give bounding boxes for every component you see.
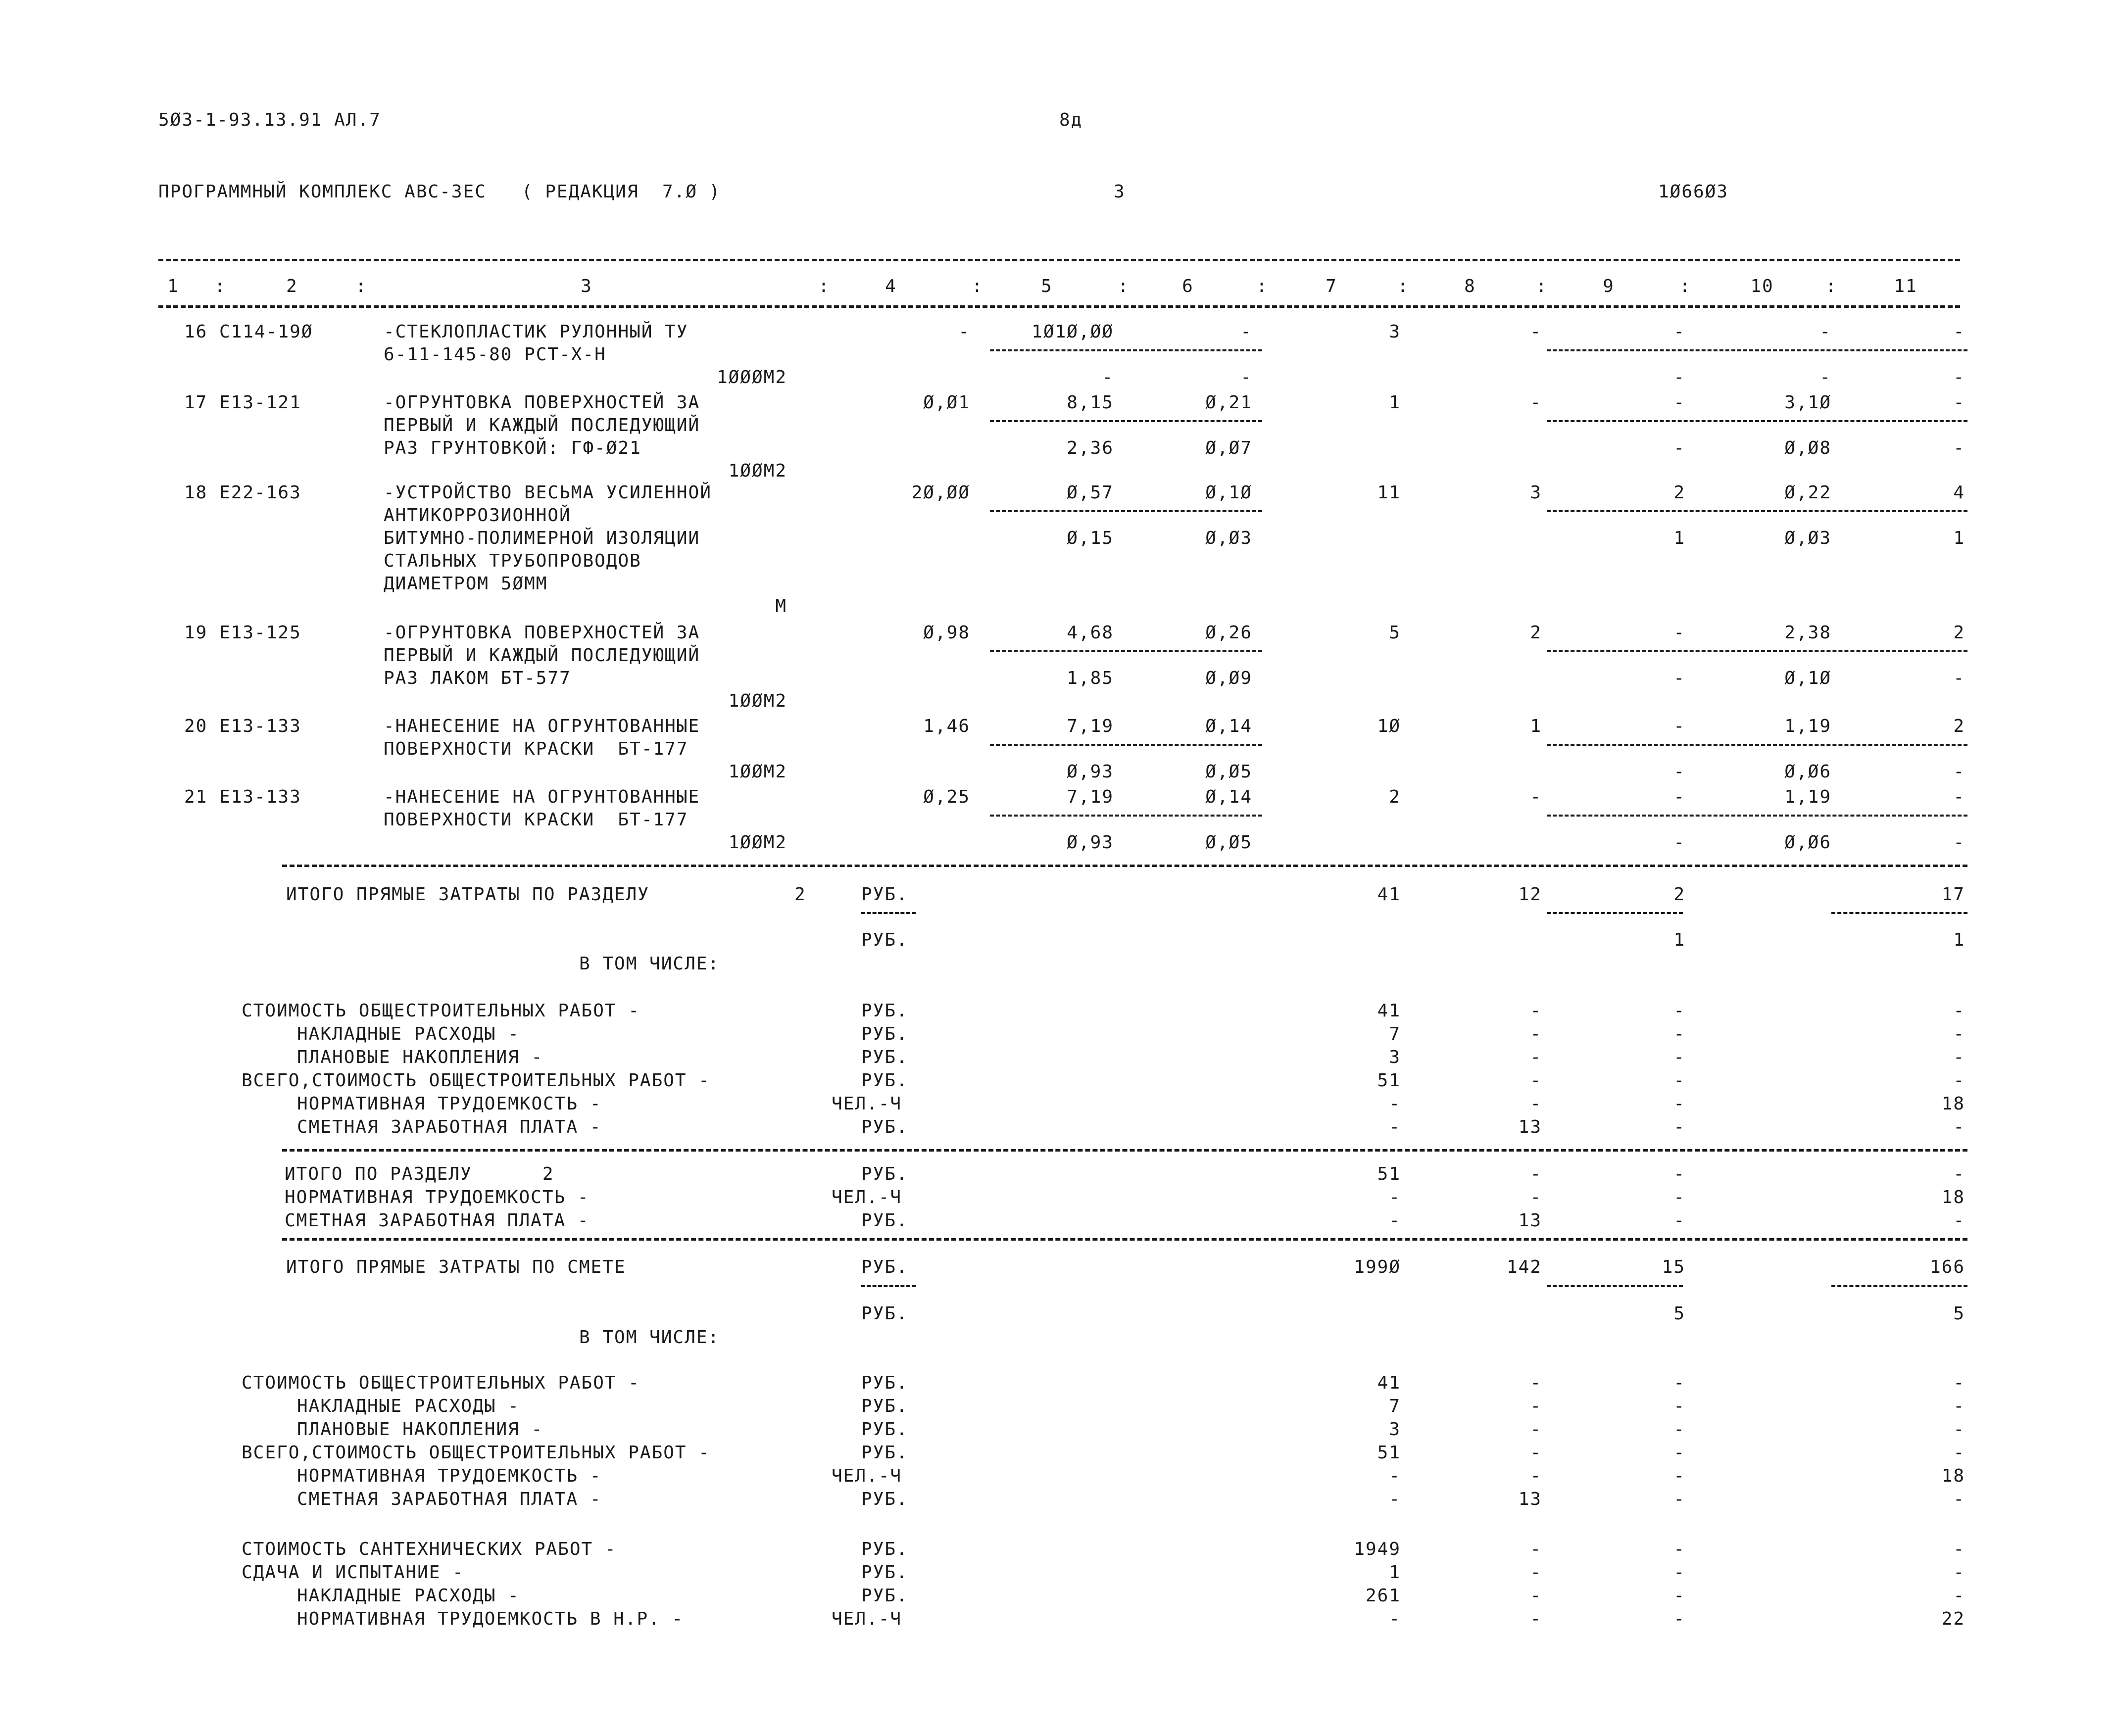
item-unit-labor-wage: Ø,Ø3 [1205,528,1252,548]
estimate-breakdown-label: СМЕТНАЯ ЗАРАБОТНАЯ ПЛАТА - [297,1489,602,1509]
estimate-breakdown-machines: - [1673,1562,1685,1583]
estimate-total-wages: 142 [1506,1257,1542,1277]
item-labor-norm: 3,1Ø [1784,392,1831,413]
item-labor-norm-wage: Ø,Ø6 [1784,832,1831,853]
section-total-number: 2 [794,884,806,905]
estimate-breakdown-label: НОРМАТИВНАЯ ТРУДОЕМКОСТЬ В Н.Р. - [297,1609,684,1629]
estimate-breakdown-wages: - [1530,1373,1542,1393]
item-quantity: Ø,98 [923,623,970,643]
column-header-8: 8 [1464,276,1476,296]
item-unit-cost: Ø,57 [1067,482,1114,503]
item-total: 11 [1377,482,1401,503]
item-labor-norm-wage: Ø,Ø3 [1784,528,1831,548]
section-breakdown-labor: - [1953,1047,1965,1067]
item-unit-cost: 7,19 [1067,787,1114,807]
item-machines: - [1673,787,1685,807]
item-labor-norm: 1,19 [1784,787,1831,807]
section-breakdown-machines: - [1673,1024,1685,1044]
item-name-line: СТАЛЬНЫХ ТРУБОПРОВОДОВ [384,551,641,571]
item-unit-cost-wage: Ø,15 [1067,528,1114,548]
section-total-value: 41 [1377,884,1401,905]
estimate-breakdown-label: ПЛАНОВЫЕ НАКОПЛЕНИЯ - [297,1419,543,1440]
estimate-in-total-label: В ТОМ ЧИСЛЕ: [579,1327,720,1348]
section-summary-unit: РУБ. [861,1164,908,1184]
section-breakdown-machines: - [1673,1001,1685,1021]
item-machines: - [1673,392,1685,413]
item-unit-cost-wage: - [1102,367,1114,387]
item-machines-wage: - [1673,668,1685,688]
section-summary-unit: ЧЕЛ.-Ч [832,1187,902,1207]
section-breakdown-labor: - [1953,1070,1965,1091]
item-labor-total-wage: 1 [1953,528,1965,548]
item-unit-labor-wage: Ø,Ø7 [1205,438,1252,458]
estimate-breakdown-labor: - [1953,1373,1965,1393]
section-summary-labor: 18 [1941,1187,1965,1207]
estimate-breakdown-labor: 22 [1941,1609,1965,1629]
column-header-1: 1 [167,276,179,296]
item-machines-wage: - [1673,762,1685,782]
item-code: 18 Е22-163 [184,482,301,503]
item-code: 21 Е13-133 [184,787,301,807]
estimate-breakdown-label: ВСЕГО,СТОИМОСТЬ ОБЩЕСТРОИТЕЛЬНЫХ РАБОТ - [242,1443,710,1463]
item-sub-rule [1547,650,1967,652]
item-unit-labor: Ø,26 [1205,623,1252,643]
item-name-line: -НАНЕСЕНИЕ НА ОГРУНТОВАННЫЕ [384,716,700,736]
doc-code: 5Ø3-1-93.13.91 АЛ.7 [158,110,381,130]
section-breakdown-machines: - [1673,1047,1685,1067]
item-labor-total: - [1953,392,1965,413]
item-unit-labor: - [1240,322,1252,342]
item-unit-labor: Ø,14 [1205,787,1252,807]
item-wages: 3 [1530,482,1542,503]
item-unit-cost-wage: Ø,93 [1067,832,1114,853]
item-unit-labor: Ø,21 [1205,392,1252,413]
item-name-line: ПЕРВЫЙ И КАЖДЫЙ ПОСЛЕДУЮЩИЙ [384,415,700,435]
column-header-4: 4 [885,276,897,296]
estimate-breakdown-value: 1949 [1354,1539,1401,1559]
section-in-total-label: В ТОМ ЧИСЛЕ: [579,954,720,974]
estimate-breakdown-wages: - [1530,1466,1542,1486]
section-breakdown-labor: - [1953,1024,1965,1044]
section-breakdown-labor: - [1953,1117,1965,1137]
column-header-7: 7 [1326,276,1337,296]
item-unit-cost-wage: Ø,93 [1067,762,1114,782]
section-breakdown-value: 51 [1377,1070,1401,1091]
section-breakdown-wages: - [1530,1001,1542,1021]
column-separator: : [1256,276,1268,296]
estimate-breakdown-unit: РУБ. [861,1562,908,1583]
item-wages: - [1530,787,1542,807]
estimate-breakdown-labor: 18 [1941,1466,1965,1486]
column-separator: : [1679,276,1691,296]
item-name-line: РАЗ ЛАКОМ БТ-577 [384,668,571,688]
item-unit-labor-wage: - [1240,367,1252,387]
section-summary-label: ИТОГО ПО РАЗДЕЛУ 2 [285,1164,554,1184]
estimate-breakdown-value: - [1389,1466,1401,1486]
item-sub-rule [990,349,1262,351]
column-separator: : [214,276,226,296]
estimate-breakdown-label: СТОИМОСТЬ САНТЕХНИЧЕСКИХ РАБОТ - [242,1539,617,1559]
section-breakdown-unit: РУБ. [861,1001,908,1021]
estimate-total-unit2: РУБ. [861,1303,908,1324]
item-name-line: 6-11-145-80 РСТ-Х-Н [384,344,606,365]
estimate-breakdown-unit: РУБ. [861,1419,908,1440]
section-breakdown-label: СТОИМОСТЬ ОБЩЕСТРОИТЕЛЬНЫХ РАБОТ - [242,1001,640,1021]
estimate-breakdown-machines: - [1673,1539,1685,1559]
item-machines: - [1673,623,1685,643]
column-separator: : [1397,276,1409,296]
estimate-breakdown-labor: - [1953,1539,1965,1559]
item-unit: 1ØØМ2 [728,762,787,782]
item-code: 19 Е13-125 [184,623,301,643]
estimate-breakdown-unit: РУБ. [861,1586,908,1606]
item-labor-total: 4 [1953,482,1965,503]
item-name-line: -ОГРУНТОВКА ПОВЕРХНОСТЕЙ ЗА [384,392,700,413]
estimate-total-machines: 15 [1662,1257,1685,1277]
sub-rule [1547,1285,1683,1287]
estimate-breakdown-unit: ЧЕЛ.-Ч [832,1466,902,1486]
item-machines: - [1673,716,1685,736]
section-total-label: ИТОГО ПРЯМЫЕ ЗАТРАТЫ ПО РАЗДЕЛУ [286,884,649,905]
item-labor-total: 2 [1953,623,1965,643]
item-sub-rule [990,650,1262,652]
unit-sub-rule [861,912,916,914]
item-labor-total-wage: - [1953,832,1965,853]
estimate-breakdown-label: СДАЧА И ИСПЫТАНИЕ - [242,1562,464,1583]
item-name-line: РАЗ ГРУНТОВКОЙ: ГФ-Ø21 [384,438,641,458]
section-summary-rule [282,1149,1967,1152]
item-name-line: ПОВЕРХНОСТИ КРАСКИ БТ-177 [384,810,688,830]
section-summary-value: - [1389,1187,1401,1207]
estimate-total-labor: 166 [1929,1257,1965,1277]
item-labor-total: - [1953,787,1965,807]
item-unit-cost: 7,19 [1067,716,1114,736]
section-breakdown-labor: 18 [1941,1094,1965,1114]
item-unit-cost: 4,68 [1067,623,1114,643]
column-separator: : [355,276,367,296]
program-title: ПРОГРАММНЫЙ КОМПЛЕКС АВС-3ЕС ( РЕДАКЦИЯ 7.Ø ) [158,182,721,202]
estimate-breakdown-wages: - [1530,1562,1542,1583]
item-sub-rule [990,510,1262,512]
item-machines-wage: - [1673,832,1685,853]
item-labor-norm: 2,38 [1784,623,1831,643]
estimate-breakdown-labor: - [1953,1419,1965,1440]
item-wages: 1 [1530,716,1542,736]
estimate-breakdown-labor: - [1953,1396,1965,1416]
sub-rule [1547,912,1683,914]
estimate-breakdown-unit: ЧЕЛ.-Ч [832,1609,902,1629]
item-name-line: -ОГРУНТОВКА ПОВЕРХНОСТЕЙ ЗА [384,623,700,643]
section-breakdown-value: - [1389,1117,1401,1137]
estimate-breakdown-wages: 13 [1518,1489,1542,1509]
sub-rule [1831,1285,1967,1287]
estimate-breakdown-unit: РУБ. [861,1539,908,1559]
section-breakdown-label: ПЛАНОВЫЕ НАКОПЛЕНИЯ - [297,1047,543,1067]
item-sub-rule [1547,815,1967,817]
estimate-breakdown-label: НАКЛАДНЫЕ РАСХОДЫ - [297,1586,520,1606]
estimate-breakdown-value: 41 [1377,1373,1401,1393]
estimate-breakdown-machines: - [1673,1466,1685,1486]
table-top-rule [158,259,1960,261]
section-breakdown-label: НОРМАТИВНАЯ ТРУДОЕМКОСТЬ - [297,1094,602,1114]
section-breakdown-value: 7 [1389,1024,1401,1044]
section-breakdown-unit: РУБ. [861,1047,908,1067]
item-labor-total: 2 [1953,716,1965,736]
section-breakdown-value: 41 [1377,1001,1401,1021]
item-name-line: ПЕРВЫЙ И КАЖДЫЙ ПОСЛЕДУЮЩИЙ [384,645,700,666]
estimate-breakdown-machines: - [1673,1609,1685,1629]
item-sub-rule [990,744,1262,746]
item-unit-labor: Ø,14 [1205,716,1252,736]
item-sub-rule [1547,349,1967,351]
column-header-11: 11 [1894,276,1917,296]
item-unit-cost: 1Ø1Ø,ØØ [1032,322,1114,342]
section-summary-value: 51 [1377,1164,1401,1184]
estimate-breakdown-wages: - [1530,1443,1542,1463]
estimate-rule [282,1238,1967,1241]
section-summary-machines: - [1673,1210,1685,1231]
section-breakdown-wages: 13 [1518,1117,1542,1137]
section-total-unit2: РУБ. [861,930,908,950]
estimate-total-value: 199Ø [1354,1257,1401,1277]
estimate-breakdown-machines: - [1673,1373,1685,1393]
item-labor-norm: - [1819,322,1831,342]
column-header-6: 6 [1182,276,1194,296]
item-sub-rule [990,815,1262,817]
item-quantity: 1,46 [923,716,970,736]
estimate-breakdown-label: НАКЛАДНЫЕ РАСХОДЫ - [297,1396,520,1416]
item-sub-rule [1547,420,1967,422]
section-breakdown-label: НАКЛАДНЫЕ РАСХОДЫ - [297,1024,520,1044]
item-machines-wage: - [1673,438,1685,458]
column-separator: : [1118,276,1130,296]
item-labor-norm-wage: - [1819,367,1831,387]
estimate-breakdown-labor: - [1953,1443,1965,1463]
estimate-breakdown-value: 261 [1365,1586,1401,1606]
item-wages: - [1530,322,1542,342]
item-total: 5 [1389,623,1401,643]
item-machines-wage: 1 [1673,528,1685,548]
item-wages: - [1530,392,1542,413]
column-separator: : [1536,276,1548,296]
section-total-machines: 2 [1673,884,1685,905]
section-rule [282,865,1967,867]
estimate-breakdown-value: 7 [1389,1396,1401,1416]
estimate-breakdown-machines: - [1673,1443,1685,1463]
item-labor-total-wage: - [1953,762,1965,782]
estimate-breakdown-wages: - [1530,1419,1542,1440]
estimate-breakdown-value: 51 [1377,1443,1401,1463]
column-separator: : [1825,276,1837,296]
item-quantity: Ø,25 [923,787,970,807]
section-breakdown-wages: - [1530,1094,1542,1114]
item-quantity: Ø,Ø1 [923,392,970,413]
item-labor-norm: 1,19 [1784,716,1831,736]
item-name-line: -УСТРОЙСТВО ВЕСЬМА УСИЛЕННОЙ [384,482,712,503]
item-name-line: -СТЕКЛОПЛАСТИК РУЛОННЫЙ ТУ [384,322,688,342]
estimate-breakdown-wages: - [1530,1609,1542,1629]
item-unit-labor-wage: Ø,Ø5 [1205,832,1252,853]
item-unit-labor: Ø,1Ø [1205,482,1252,503]
item-unit: 1ØØМ2 [728,461,787,481]
sheet-number: 3 [1114,182,1126,202]
item-code: 20 Е13-133 [184,716,301,736]
item-wages: 2 [1530,623,1542,643]
estimate-breakdown-unit: РУБ. [861,1396,908,1416]
section-summary-unit: РУБ. [861,1210,908,1231]
section-breakdown-machines: - [1673,1094,1685,1114]
item-total: 3 [1389,322,1401,342]
estimate-breakdown-labor: - [1953,1562,1965,1583]
item-labor-total-wage: - [1953,438,1965,458]
estimate-breakdown-wages: - [1530,1539,1542,1559]
estimate-breakdown-labor: - [1953,1586,1965,1606]
section-total-labor: 17 [1941,884,1965,905]
item-unit-labor-wage: Ø,Ø9 [1205,668,1252,688]
estimate-total-machines-wage: 5 [1673,1303,1685,1324]
item-name-line: ПОВЕРХНОСТИ КРАСКИ БТ-177 [384,739,688,759]
section-breakdown-wages: - [1530,1024,1542,1044]
section-summary-machines: - [1673,1187,1685,1207]
estimate-breakdown-machines: - [1673,1586,1685,1606]
section-summary-label: СМЕТНАЯ ЗАРАБОТНАЯ ПЛАТА - [285,1210,590,1231]
item-unit-cost: 8,15 [1067,392,1114,413]
item-code: 17 Е13-121 [184,392,301,413]
section-breakdown-unit: ЧЕЛ.-Ч [832,1094,902,1114]
estimate-breakdown-wages: - [1530,1586,1542,1606]
item-labor-norm: Ø,22 [1784,482,1831,503]
estimate-breakdown-wages: - [1530,1396,1542,1416]
section-breakdown-value: - [1389,1094,1401,1114]
estimate-breakdown-label: НОРМАТИВНАЯ ТРУДОЕМКОСТЬ - [297,1466,602,1486]
section-summary-wages: 13 [1518,1210,1542,1231]
column-header-2: 2 [286,276,298,296]
estimate-breakdown-unit: РУБ. [861,1443,908,1463]
item-unit-labor-wage: Ø,Ø5 [1205,762,1252,782]
item-sub-rule [990,420,1262,422]
section-breakdown-unit: РУБ. [861,1117,908,1137]
estimate-breakdown-value: 1 [1389,1562,1401,1583]
item-sub-rule [1547,510,1967,512]
item-unit: 1ØØØМ2 [716,367,787,387]
item-unit-cost-wage: 2,36 [1067,438,1114,458]
estimate-breakdown-unit: РУБ. [861,1373,908,1393]
estimate-total-label: ИТОГО ПРЯМЫЕ ЗАТРАТЫ ПО СМЕТЕ [286,1257,626,1277]
item-labor-total-wage: - [1953,668,1965,688]
item-unit: 1ØØМ2 [728,691,787,711]
item-machines-wage: - [1673,367,1685,387]
estimate-breakdown-label: СТОИМОСТЬ ОБЩЕСТРОИТЕЛЬНЫХ РАБОТ - [242,1373,640,1393]
section-breakdown-value: 3 [1389,1047,1401,1067]
estimate-breakdown-machines: - [1673,1489,1685,1509]
sub-rule [1831,912,1967,914]
section-breakdown-machines: - [1673,1117,1685,1137]
document-number: 1Ø66Ø3 [1658,182,1729,202]
page-number: 8д [1059,110,1083,130]
column-separator: : [972,276,983,296]
item-quantity: 2Ø,ØØ [911,482,970,503]
item-name-line: АНТИКОРРОЗИОННОЙ [384,505,571,526]
column-header-3: 3 [581,276,592,296]
section-total-wages: 12 [1518,884,1542,905]
item-labor-total: - [1953,322,1965,342]
column-header-10: 10 [1750,276,1774,296]
section-summary-wages: - [1530,1187,1542,1207]
section-total-machines-wage: 1 [1673,930,1685,950]
unit-sub-rule [861,1285,916,1287]
estimate-breakdown-labor: - [1953,1489,1965,1509]
item-name-line: -НАНЕСЕНИЕ НА ОГРУНТОВАННЫЕ [384,787,700,807]
section-breakdown-wages: - [1530,1047,1542,1067]
section-total-labor-wage: 1 [1953,930,1965,950]
item-labor-norm-wage: Ø,Ø6 [1784,762,1831,782]
item-labor-total-wage: - [1953,367,1965,387]
section-summary-machines: - [1673,1164,1685,1184]
section-summary-label: НОРМАТИВНАЯ ТРУДОЕМКОСТЬ - [285,1187,590,1207]
section-breakdown-labor: - [1953,1001,1965,1021]
item-labor-norm-wage: Ø,Ø8 [1784,438,1831,458]
item-total: 1Ø [1377,716,1401,736]
item-machines: - [1673,322,1685,342]
item-total: 2 [1389,787,1401,807]
estimate-total-unit: РУБ. [861,1257,908,1277]
section-summary-wages: - [1530,1164,1542,1184]
column-separator: : [818,276,830,296]
estimate-total-labor-wage: 5 [1953,1303,1965,1324]
item-machines: 2 [1673,482,1685,503]
section-breakdown-unit: РУБ. [861,1070,908,1091]
item-total: 1 [1389,392,1401,413]
item-unit: 1ØØМ2 [728,832,787,853]
section-breakdown-label: СМЕТНАЯ ЗАРАБОТНАЯ ПЛАТА - [297,1117,602,1137]
item-quantity: - [958,322,970,342]
column-header-5: 5 [1041,276,1053,296]
section-summary-labor: - [1953,1210,1965,1231]
estimate-breakdown-unit: РУБ. [861,1489,908,1509]
item-name-line: БИТУМНО-ПОЛИМЕРНОЙ ИЗОЛЯЦИИ [384,528,700,548]
section-breakdown-wages: - [1530,1070,1542,1091]
estimate-breakdown-value: - [1389,1609,1401,1629]
section-breakdown-unit: РУБ. [861,1024,908,1044]
item-sub-rule [1547,744,1967,746]
item-code: 16 С114-19Ø [184,322,313,342]
item-labor-norm-wage: Ø,1Ø [1784,668,1831,688]
item-unit: М [775,596,787,617]
item-unit-cost-wage: 1,85 [1067,668,1114,688]
item-name-line: ДИАМЕТРОМ 5ØММ [384,574,548,594]
section-breakdown-label: ВСЕГО,СТОИМОСТЬ ОБЩЕСТРОИТЕЛЬНЫХ РАБОТ - [242,1070,710,1091]
section-total-unit: РУБ. [861,884,908,905]
column-header-9: 9 [1603,276,1615,296]
estimate-breakdown-machines: - [1673,1396,1685,1416]
estimate-breakdown-machines: - [1673,1419,1685,1440]
estimate-breakdown-value: - [1389,1489,1401,1509]
section-summary-labor: - [1953,1164,1965,1184]
section-breakdown-machines: - [1673,1070,1685,1091]
estimate-breakdown-value: 3 [1389,1419,1401,1440]
section-summary-value: - [1389,1210,1401,1231]
table-header-rule [158,305,1960,308]
